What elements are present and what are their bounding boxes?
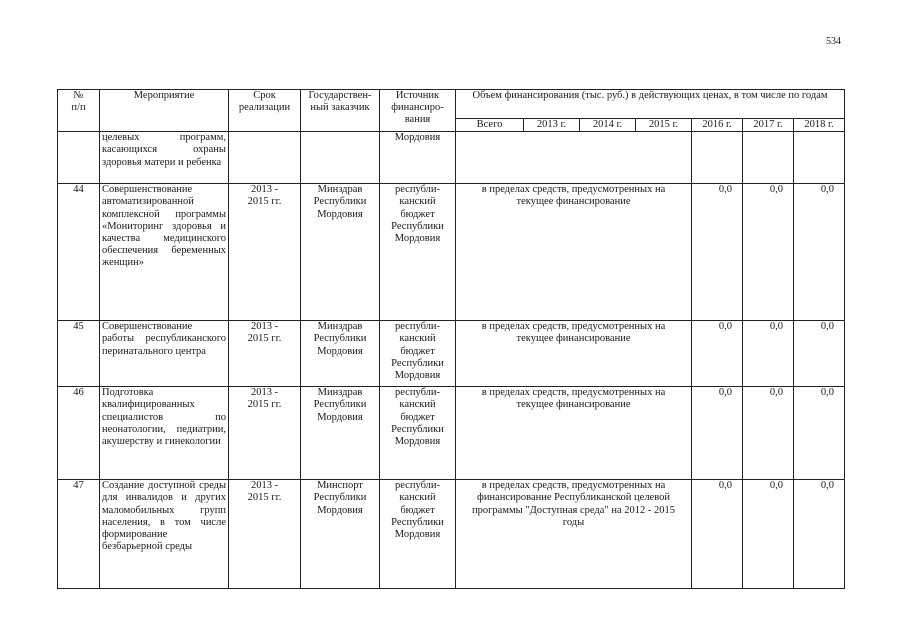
- header-2013: 2013 г.: [524, 119, 580, 132]
- row-num: 46: [58, 387, 100, 480]
- row-source: республи- канский бюджет Республики Мордовия: [380, 387, 456, 480]
- table-row: [58, 321, 845, 387]
- row-customer: Минздрав Республики Мордовия: [301, 321, 380, 387]
- row-financing: в пределах средств, предусмотренных на текущее финансирование: [456, 321, 692, 387]
- row-event: Совершенствование работы республиканского перинатального центра: [100, 321, 229, 387]
- header-row: [58, 90, 845, 119]
- row-event: целевых программ, касающихся охраны здоровья матери и ребенка: [100, 132, 229, 184]
- row-financing: [456, 132, 692, 184]
- row-num: 45: [58, 321, 100, 387]
- row-term: 2013 - 2015 гг.: [229, 480, 301, 589]
- row-event: Подготовка квалифицированных специалистов по неонатологии, педиатрии, акушерству и гинекологии: [100, 387, 229, 480]
- row-event: Совершенствование автоматизированной комплексной программы «Мониторинг здоровья и качества медицинского обеспечения беременных женщин»: [100, 184, 229, 321]
- row-term: [229, 132, 301, 184]
- row-source: республи- канский бюджет Республики Мордовия: [380, 480, 456, 589]
- row-num: [58, 132, 100, 184]
- row-source: республи- канский бюджет Республики Мордовия: [380, 184, 456, 321]
- header-customer: Государствен- ный заказчик: [301, 90, 380, 132]
- row-2016: 0,0: [692, 387, 743, 480]
- header-num: № п/п: [58, 90, 100, 132]
- row-source: Мордовия: [380, 132, 456, 184]
- row-financing: в пределах средств, предусмотренных на текущее финансирование: [456, 387, 692, 480]
- row-2017: 0,0: [743, 184, 794, 321]
- row-financing: в пределах средств, предусмотренных на финансирование Республиканской целевой программы "Доступная среда" на 2012 - 2015 годы: [456, 480, 692, 589]
- row-num: 44: [58, 184, 100, 321]
- row-2018: 0,0: [794, 184, 845, 321]
- header-2016: 2016 г.: [692, 119, 743, 132]
- header-term: Срок реализации: [229, 90, 301, 132]
- header-2018: 2018 г.: [794, 119, 845, 132]
- table-row-continuation: [58, 132, 845, 184]
- row-2018: 0,0: [794, 387, 845, 480]
- row-num: 47: [58, 480, 100, 589]
- row-term: 2013 - 2015 гг.: [229, 387, 301, 480]
- row-2018: 0,0: [794, 480, 845, 589]
- row-customer: Минспорт Республики Мордовия: [301, 480, 380, 589]
- row-source: республи- канский бюджет Республики Мордовия: [380, 321, 456, 387]
- row-2017: 0,0: [743, 480, 794, 589]
- header-volume: Объем финансирования (тыс. руб.) в действующих ценах, в том числе по годам: [456, 90, 845, 119]
- row-2016: [692, 132, 743, 184]
- row-2017: [743, 132, 794, 184]
- table-row: [58, 387, 845, 480]
- header-2015: 2015 г.: [636, 119, 692, 132]
- row-customer: Минздрав Республики Мордовия: [301, 387, 380, 480]
- page-number: 534: [826, 36, 841, 47]
- table-row: [58, 480, 845, 589]
- row-2016: 0,0: [692, 480, 743, 589]
- header-event: Мероприятие: [100, 90, 229, 132]
- header-2014: 2014 г.: [580, 119, 636, 132]
- row-2018: 0,0: [794, 321, 845, 387]
- row-2016: 0,0: [692, 321, 743, 387]
- header-2017: 2017 г.: [743, 119, 794, 132]
- row-event: Создание доступной среды для инвалидов и других маломобильных групп населения, в том числе формирование безбарьерной среды: [100, 480, 229, 589]
- row-financing: в пределах средств, предусмотренных на текущее финансирование: [456, 184, 692, 321]
- row-customer: Минздрав Республики Мордовия: [301, 184, 380, 321]
- header-source: Источник финансиро- вания: [380, 90, 456, 132]
- row-term: 2013 - 2015 гг.: [229, 184, 301, 321]
- row-2018: [794, 132, 845, 184]
- financing-table: [57, 89, 845, 589]
- row-term: 2013 - 2015 гг.: [229, 321, 301, 387]
- row-2017: 0,0: [743, 321, 794, 387]
- row-2016: 0,0: [692, 184, 743, 321]
- row-2017: 0,0: [743, 387, 794, 480]
- table-row: [58, 184, 845, 321]
- row-customer: [301, 132, 380, 184]
- header-total: Всего: [456, 119, 524, 132]
